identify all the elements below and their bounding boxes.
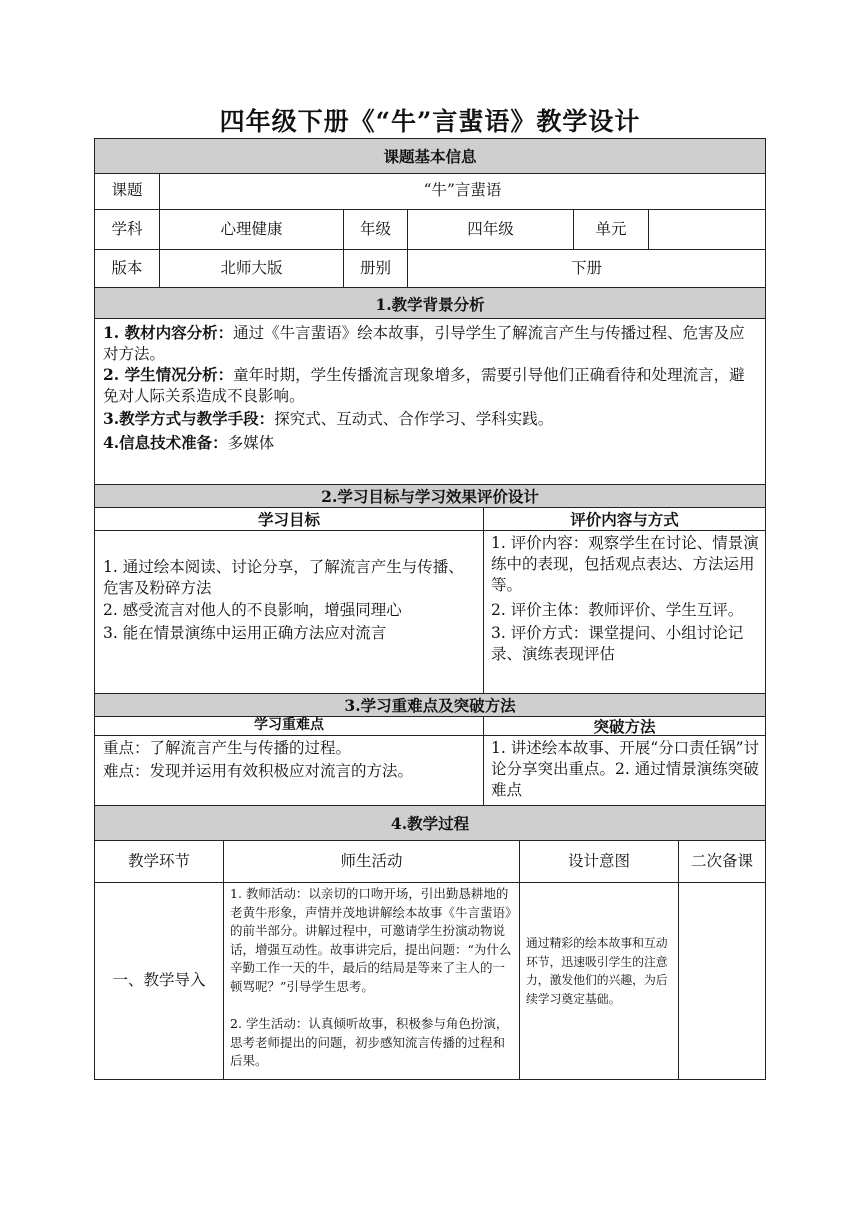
key-points-section [94,693,766,806]
basic-info-header: 课题基本信息 [383,147,477,166]
activity-column-header: 师生活动 [340,852,403,870]
unit-label: 单元 [595,220,627,238]
goal-1: 1. 通过绘本阅读、讨论分享，了解流言产生与传播、危害及粉碎方法 [103,558,464,597]
subject-value: 心理健康 [220,220,283,238]
goal-2: 2. 感受流言对他人的不良影响，增强同理心 [103,601,402,619]
stage-column-header: 教学环节 [127,852,190,870]
item-teaching-methods: 3.教学方式与教学手段：探究式、互动式、合作学习、学科实践。 [103,409,554,428]
key-point: 重点：了解流言产生与传播的过程。 [103,739,352,757]
subject-label: 学科 [111,220,143,238]
basic-info-table [94,138,766,288]
section3-header: 3.学习重难点及突破方法 [344,696,516,715]
eval-1: 1. 评价内容：观察学生在讨论、情景演练中的表现，包括观点表达、方法运用等。 [491,534,759,594]
item-material-analysis: 1. 教材内容分析：通过《牛言蜚语》绘本故事，引导学生了解流言产生与传播过程、危害及应对方法。 [103,323,745,363]
page-title: 四年级下册《“牛”言蜚语》教学设计 [219,107,641,136]
difficult-point: 难点：发现并运用有效积极应对流言的方法。 [103,762,414,780]
eval-3: 3. 评价方式：课堂提问、小组讨论记录、演练表现评估 [491,624,744,663]
edition-value: 北师大版 [220,259,283,277]
teacher-activity: 1. 教师活动：以亲切的口吻开场，引出勤恳耕地的老黄牛形象，声情并茂地讲解绘本故事《牛言蜚语》的前半部分。讲解过程中，可邀请学生扮演动物说话，增强互动性。故事讲完后，提出问题：“为什么辛勤工作一天的牛，最后的结局是等来了主人的一顿骂呢？”引导学生思考。 [230,886,512,994]
edition-label: 版本 [111,259,143,277]
stage-intro: 一、教学导入 [112,971,206,989]
method-column-header: 突破方法 [593,717,656,736]
section4-header: 4.教学过程 [390,814,470,833]
topic-value: “牛”言蜚语 [423,181,502,199]
item-student-analysis: 2. 学生情况分析：童年时期，学生传播流言现象增多，需要引导他们正确看待和处理流言，避免对人际关系造成不良影响。 [103,365,745,405]
goals-column-header: 学习目标 [257,510,320,529]
evaluation-column-header: 评价内容与方式 [570,510,679,529]
breakthrough-method: 1. 讲述绘本故事、开展“分口责任锅”讨论分享突出重点。2. 通过情景演练突破难点 [491,739,760,799]
topic-label: 课题 [111,181,143,199]
intent-column-header: 设计意图 [567,852,630,870]
background-analysis-section [94,287,766,485]
section1-header: 1.教学背景分析 [375,295,485,314]
key-points-column-header: 学习重难点 [254,717,324,733]
volume-value: 下册 [570,259,602,277]
student-activity: 2. 学生活动：认真倾听故事，积极参与角色扮演，思考老师提出的问题，初步感知流言传播的过程和后果。 [230,1016,509,1068]
volume-label: 册别 [359,259,391,277]
grade-value: 四年级 [467,220,514,238]
goal-3: 3. 能在情景演练中运用正确方法应对流言 [103,624,387,642]
eval-2: 2. 评价主体：教师评价、学生互评。 [491,601,744,619]
item-it-preparation: 4.信息技术准备：多媒体 [103,433,275,452]
grade-label: 年级 [359,220,391,238]
goals-evaluation-section [94,484,766,694]
design-intent: 通过精彩的绘本故事和互动环节，迅速吸引学生的注意力，激发他们的兴趣，为后续学习奠定基础。 [526,936,668,1006]
revise-column-header: 二次备课 [690,852,753,870]
section2-header: 2.学习目标与学习效果评价设计 [321,487,539,506]
teaching-process-section [94,805,766,1080]
